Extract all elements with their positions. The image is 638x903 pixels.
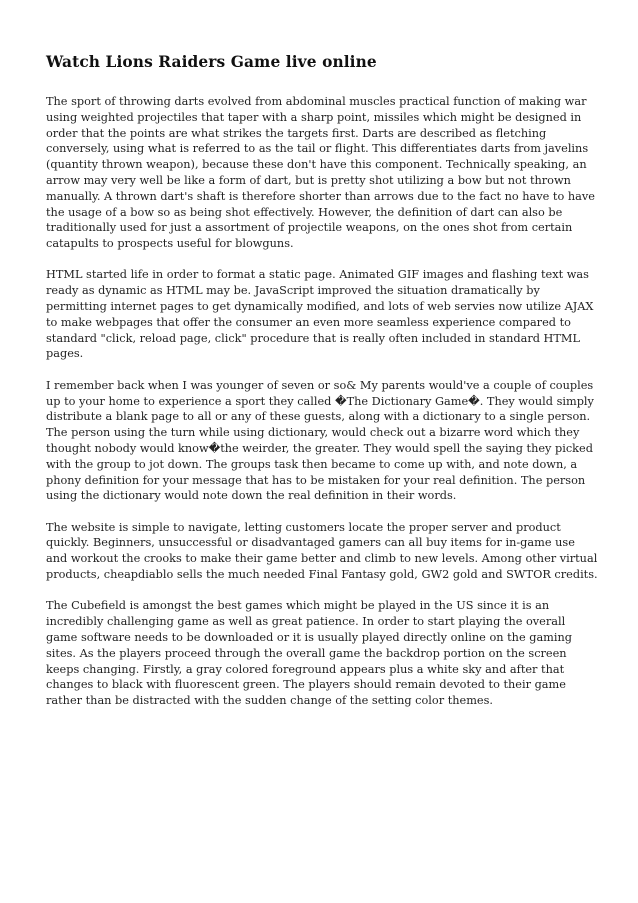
- paragraph-cubefield: The Cubefield is amongst the best games which might be played in the US since it is an incredibly challenging game as well as great patience. In order to start playing the overall game software needs to be downloaded or it is usually played directly online on the gaming sites. As the players proceed through the overall game the backdrop portion on the screen keeps changing. Firstly, a gray colored foreground appears plus a white sky and after that changes to black with fluorescent green. The players should remain devoted to their game rather than be distracted with the sudden change of the setting color themes.: [46, 599, 573, 708]
- paragraph-html: HTML started life in order to format a static page. Animated GIF images and flashing text was ready as dynamic as HTML may be. JavaScript improved the situation dramatically by permitting internet pages to get dynamically modified, and lots of web servies now utilize AJAX to make webpages that offer the consumer an even more seamless experience compared to standard "click, reload page, click" procedure that is really often included in standard HTML pages.: [46, 268, 594, 361]
- paragraph-website: The website is simple to navigate, letting customers locate the proper server and product quickly. Beginners, unsuccessful or disadvantaged gamers can all buy items for in-game use and workout the crooks to make their game better and climb to new levels. Among other virtual products, cheapdiablo sells the much needed Final Fantasy gold, GW2 gold and SWTOR credits.: [46, 520, 598, 582]
- document-title: Watch Lions Raiders Game live online: [46, 53, 377, 71]
- document-body: [46, 52, 598, 724]
- paragraph-darts: The sport of throwing darts evolved from abdominal muscles practical function of making war using weighted projectiles that taper with a sharp point, missiles which might be designed in order that the points are what strikes the targets first. Darts are described as fletching conversely, using what is referred to as the tail or flight. This differentiates darts from javelins (quantity thrown weapon), because these don't have this component. Technically speaking, an arrow may very well be like a form of dart, but is pretty shot utilizing a bow but not thrown manually. A thrown dart's shaft is therefore shorter than arrows due to the fact no have to have the usage of a bow so as being shot effectively. However, the definition of dart can also be traditionally used for just a assortment of projectile weapons, on the ones shot from certain catapults to prospects useful for blowguns.: [46, 95, 595, 251]
- paragraph-dictionary-game: I remember back when I was younger of seven or so& My parents would've a couple of couples up to your home to experience a sport they called �The Dictionary Game�. They would simply distribute a blank page to all or any of these guests, along with a dictionary to a single person. The person using the turn while using dictionary, would check out a bizarre word which they thought nobody would know�the weirder, the greater. They would spell the saying they picked with the group to jot down. The groups task then became to come up with, and note down, a phony definition for your message that has to be mistaken for your real definition. The person using the dictionary would note down the real definition in their words.: [46, 378, 594, 503]
